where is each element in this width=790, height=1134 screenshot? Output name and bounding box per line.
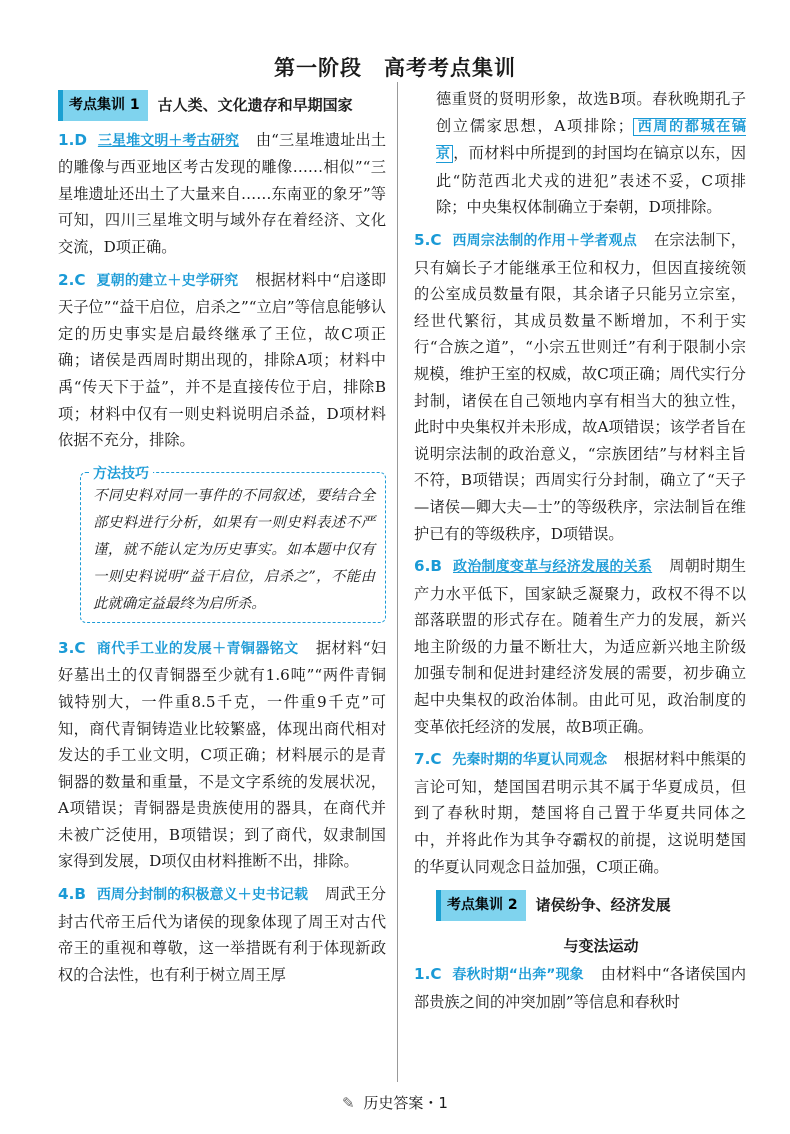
answer-topic: 三星堆文明＋考古研究 [97, 132, 239, 149]
answer-text: 根据材料中“启遂即天子位”“益干启位，启杀之”“立启”等信息能够认定的历史事实是启最终继承了王位，故C项正确；诸侯是西周时期出现的，排除A项；材料中禹“传天下于益”，并不是直接传位于启，排除B项；材料中仅有一则史料说明启杀益，D项材料依据不充分，排除。 [58, 270, 387, 450]
answer-text: 在宗法制下，只有嫡长子才能继承王位和权力，但因直接统领的公室成员数量有限，其余诸子只能另立宗室，经世代繁衍，其成员数量不断增加，不利于实行“合族之道”，“小宗五世则迁”有利于限制小宗规模，维护王室的权威，故C项正确；周代实行分封制，诸侯在自己领地内享有相当大的独立性，此时中央集权并未形成，故A项错误；该学者旨在说明宗法制的政治意义，“宗族团结”与材料主旨不符，B项错误；西周实行分封制，确立了“天子—诸侯—卿大夫—士”的等级秩序，宗法制旨在维护已有的等级秩序，D项错误。 [414, 230, 747, 543]
answer-text: 周武王分封古代帝王后代为诸侯的现象体现了周王对古代帝王的重视和尊敬，这一举措既有利于体现新政权的合法性，也有利于树立周王厚 [58, 885, 387, 984]
answer-text: 据材料“妇好墓出土的仅青铜器至少就有1.6吨”“两件青铜钺特别大，一件重8.5千克，一件重9千克”可知，商代青铜铸造业比较繁盛，体现出商代相对发达的手工业文明，C项正确；材料展示的是青铜器的数量和重量，不是文字系统的发展状况，A项错误；青铜器是贵族使用的器具，在商代并未被广泛使用，B项错误；到了商代，奴隶制国家得到发展，D项仅由材料推断不出，排除。 [58, 638, 387, 871]
answer-item [58, 127, 386, 261]
answer-text: 由材料中“各诸侯国内部贵族之间的冲突加剧”等信息和春秋时 [414, 965, 747, 1011]
answer-topic: 商代手工业的发展＋青铜器铭文 [96, 640, 299, 657]
section-badge: 考点集训 1 [58, 90, 148, 121]
right-column [414, 86, 746, 1022]
column-divider [397, 82, 398, 1082]
answer-topic: 先秦时期的华夏认同观念 [452, 752, 608, 769]
answer-text: 周朝时期生产力水平低下，国家缺乏凝聚力，政权不得不以部落联盟的形式存在。随着生产力的发展，新兴地主阶级的力量不断壮大，为适应新兴地主阶级加强专制和促进封建经济发展的需要，初步确立起中央集权的政治体制。由此可见，政治制度的变革依托经济的发展，故B项正确。 [414, 557, 747, 736]
answer-item [414, 553, 746, 740]
section-title: 古人类、文化遗存和早期国家 [157, 96, 353, 114]
answer-text: 由“三星堆遗址出土的雕像与西亚地区考古发现的雕像……相似”“三星堆遗址还出土了大量来自……东南亚的象牙”等可知，四川三星堆文明与域外存在着经济、文化交流，D项正确。 [58, 130, 387, 256]
answer-continuation [414, 86, 746, 221]
tip-text: 不同史料对同一事件的不同叙述，要结合全部史料进行分析，如果有一则史料表述不严谨，就不能认定为历史事实。如本题中仅有一则史料说明“益干启位，启杀之”，不能由此就确定益最终为启所杀。 [93, 487, 375, 612]
answer-item [414, 746, 746, 880]
continuation-text: 德重贤的贤明形象，故选B项。春秋晚期孔子创立儒家思想，A项排除； [436, 90, 746, 135]
answer-number: 5.C [414, 230, 442, 249]
highlight-text: 西周的都城在镐京 [436, 118, 747, 163]
answer-topic: 西周宗法制的作用＋学者观点 [452, 232, 637, 249]
answer-topic: 夏朝的建立＋史学研究 [96, 272, 239, 289]
answer-item [58, 881, 386, 988]
answer-number: 3.C [58, 638, 86, 657]
section-title-line2: 与变法运动 [563, 936, 639, 955]
answer-topic: 政治制度变革与经济发展的关系 [452, 559, 653, 576]
section-badge: 考点集训 2 [436, 890, 526, 921]
footer-text: 历史答案・1 [363, 1094, 448, 1112]
answer-item [414, 961, 746, 1015]
tip-label: 方法技巧 [89, 461, 153, 488]
section-header-1 [58, 90, 386, 121]
answer-item [414, 227, 746, 547]
answer-number: 1.C [414, 965, 442, 984]
method-tip-box [80, 465, 386, 623]
answer-number: 6.B [414, 557, 442, 576]
answer-number: 1.D [58, 130, 87, 149]
section-header-2 [436, 886, 746, 959]
answer-item [58, 267, 386, 454]
answer-text: 根据材料中熊渠的言论可知，楚国国君明示其不属于华夏成员，但到了春秋时期，楚国将自己置于华夏共同体之中，并将此作为其争夺霸权的前提，这说明楚国的华夏认同观念日益加强，C项正确。 [414, 750, 747, 876]
page-title: 第一阶段 高考考点集训 [274, 56, 516, 80]
section-title-line1: 诸侯纷争、经济发展 [535, 896, 671, 915]
answer-number: 2.C [58, 270, 86, 289]
answer-number: 7.C [414, 750, 442, 769]
left-column [58, 86, 386, 994]
answer-number: 4.B [58, 885, 86, 904]
answer-item [58, 635, 386, 875]
pen-icon: ✎ [342, 1094, 355, 1112]
continuation-text-2: ，而材料中所提到的封国均在镐京以东，因此“防范西北犬戎的进犯”表述不妥，C项排除；中央集权体制确立于秦朝，D项排除。 [436, 144, 747, 217]
answer-topic: 春秋时期“出奔”现象 [452, 967, 584, 984]
page-footer [0, 1092, 790, 1113]
answer-topic: 西周分封制的积极意义＋史书记载 [96, 887, 309, 904]
